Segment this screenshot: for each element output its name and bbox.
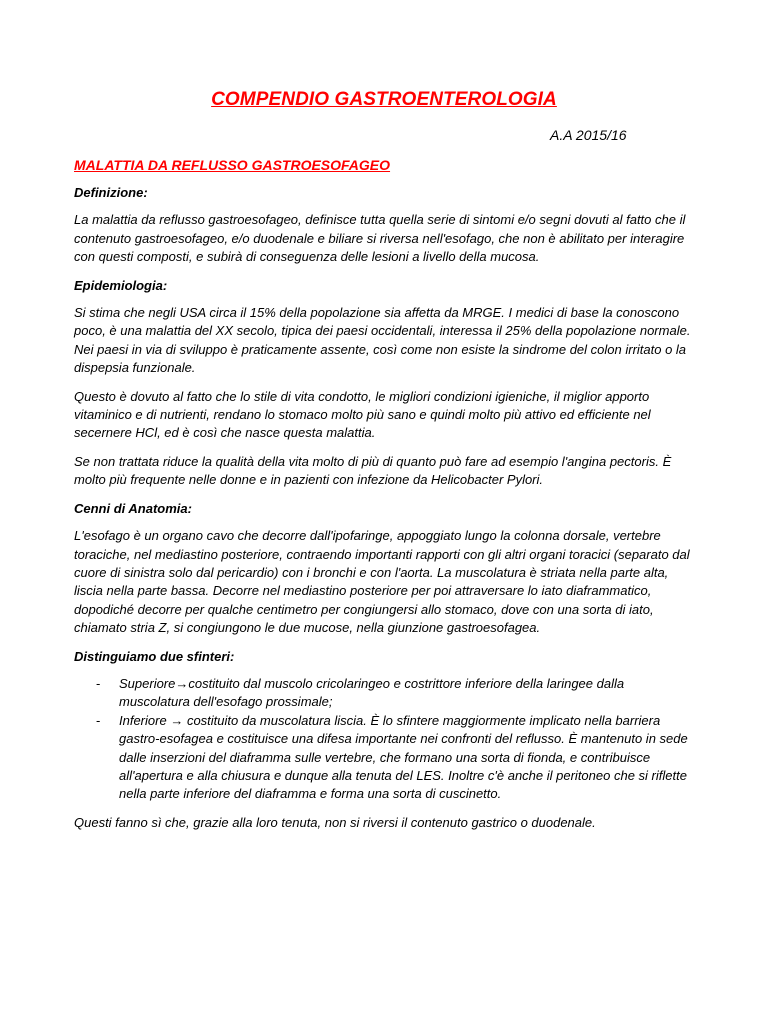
definizione-heading: Definizione: [74,185,148,200]
epidemiologia-paragraph-2: Questo è dovuto al fatto che lo stile di vita condotto, le migliori condizioni igieniche, il miglior apporto vitaminico e di nutrienti, rendano lo stomaco molto più sano e quindi molto più attivo ed efficiente nel secernere HCl, ed è così che nasce questa malattia. [74,388,651,441]
epidemiologia-paragraph-3: Se non trattata riduce la qualità della vita molto di più di quanto può fare ad esempio l'angina pectoris. È molto più frequente nelle donne e in pazienti con infezione da Helicobacter Pylori. [74,453,672,488]
sfintere-name: Superiore [119,675,176,691]
arrow-right-icon: → [170,712,184,728]
section-title: MALATTIA DA REFLUSSO GASTROESOFAGEO [74,157,391,173]
arrow-right-icon: → [175,675,189,691]
definizione-paragraph: La malattia da reflusso gastroesofageo, definisce tutta quella serie di sintomi e/o segni dovuti al fatto che il contenuto gastroesofageo, e/o duodenale e biliare si riversa nell'esofago, che non è abilitato per interagire con questi composti, e subirà di conseguenza delle lesioni a livello della mucosa. [74,212,686,265]
sfintere-description: costituito dal muscolo cricolaringeo e costrittore inferiore della laringee dalla muscolatura dell'esofago prossimale; [119,675,625,710]
list-item [74,712,694,804]
list-dash: - [96,675,101,691]
anatomia-heading: Cenni di Anatomia: [74,500,192,516]
sfinteri-closing-paragraph: Questi fanno sì che, grazie alla loro tenuta, non si riversi il contenuto gastrico o duodenale. [74,814,596,830]
list-item [74,675,694,712]
sfintere-description: costituito da muscolatura liscia. È lo sfintere maggiormente implicato nella barriera gastro-esofagea e costituisce una difesa importante nei confronti del reflusso. È mantenuto in sede dalle inserzioni del diaframma sulle vertebre, che formano una sorta di fionda, e contribuisce all'apertura e alla chiusura e dunque alla tenuta del LES. Inoltre c'è anche il peritoneo che si riflette nella parte inferiore del diaframma e forma una sorta di cuscinetto. [119,712,688,802]
epidemiologia-paragraph-1: Si stima che negli USA circa il 15% della popolazione sia affetta da MRGE. I medici di base la conoscono poco, è una malattia del XX secolo, tipica dei paesi occidentali, interessa il 25% della popolazione normale. Nei paesi in via di sviluppo è praticamente assente, così come non esiste la sindrome del colon irritato o la dispepsia funzionale. [74,305,691,376]
epidemiologia-heading: Epidemiologia: [74,277,168,293]
document-body [74,184,694,842]
sfinteri-list [74,675,694,804]
sfintere-name: Inferiore [119,712,167,728]
list-dash: - [96,712,101,728]
academic-year: A.A 2015/16 [550,127,627,143]
document-title: COMPENDIO GASTROENTEROLOGIA [211,89,557,110]
anatomia-paragraph: L'esofago è un organo cavo che decorre dall'ipofaringe, appoggiato lungo la colonna dorsale, vertebre toraciche, nel mediastino posteriore, contraendo importanti rapporti con gli altri organi toracici (separato dal cuore di sinistra solo dal pericardio) con i bronchi e con l'aorta. La muscolatura è striata nella parte alta, liscia nella parte bassa. Decorre nel mediastino posteriore per poi attraversare lo iato diaframmatico, dopodiché decorre per qualche centimetro per congiungersi allo stomaco, dove con una sorta di iato, chiamato stria Z, si congiungono le due mucose, nella giunzione gastroesofagea. [74,528,690,636]
sfinteri-heading: Distinguiamo due sfinteri: [74,648,235,664]
